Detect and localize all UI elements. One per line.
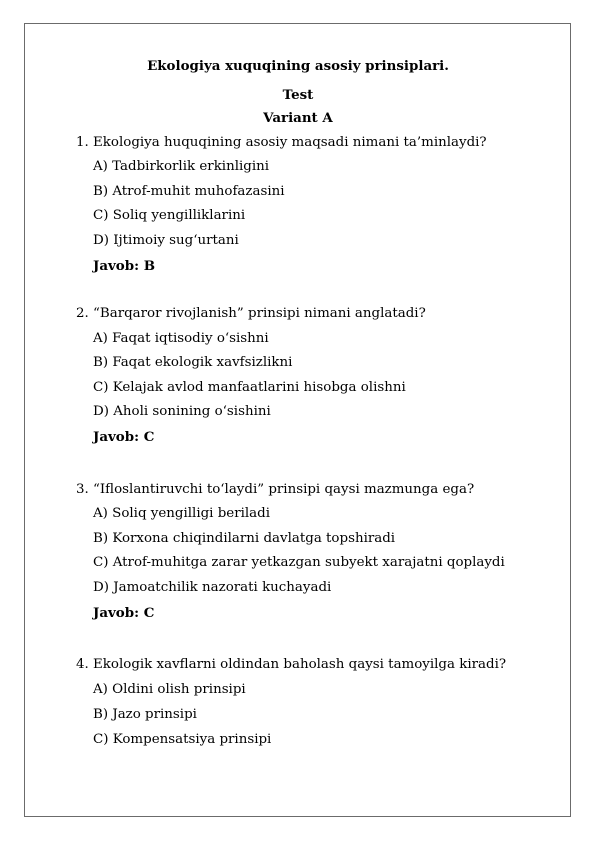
question-1: 1. Ekologiya huquqining asosiy maqsadi nimani ta’minlaydi? [76,135,487,150]
document-subtitle: Test [282,87,314,103]
variant-label: Variant A [263,110,333,126]
option-2b: B) Faqat ekologik xavfsizlikni [93,355,293,370]
question-3: 3. “Ifloslantiruvchi to‘laydi” prinsipi qaysi mazmunga ega? [76,482,475,497]
option-2d: D) Aholi sonining o‘sishini [93,404,271,419]
option-1c: C) Soliq yengilliklarini [93,208,246,223]
question-4: 4. Ekologik xavflarni oldindan baholash qaysi tamoyilga kiradi? [76,657,507,672]
option-4a: A) Oldini olish prinsipi [93,682,246,697]
question-2: 2. “Barqaror rivojlanish” prinsipi nimani anglatadi? [76,306,426,321]
answer-3: Javob: C [93,605,155,621]
document-title: Ekologiya xuquqining asosiy prinsiplari. [147,58,449,74]
option-4b: B) Jazo prinsipi [93,707,197,722]
option-4c: C) Kompensatsiya prinsipi [93,732,272,747]
answer-1: Javob: B [93,258,156,274]
option-3a: A) Soliq yengilligi beriladi [93,506,271,521]
answer-2: Javob: C [93,429,155,445]
option-3d: D) Jamoatchilik nazorati kuchayadi [93,580,332,595]
option-1b: B) Atrof-muhit muhofazasini [93,184,285,199]
option-1a: A) Tadbirkorlik erkinligini [93,159,270,174]
option-3b: B) Korxona chiqindilarni davlatga topshiradi [93,531,396,546]
option-1d: D) Ijtimoiy sug‘urtani [93,233,239,248]
option-2a: A) Faqat iqtisodiy o‘sishni [93,331,269,346]
option-3c: C) Atrof-muhitga zarar yetkazgan subyekt xarajatni qoplaydi [93,555,505,570]
option-2c: C) Kelajak avlod manfaatlarini hisobga olishni [93,380,406,395]
